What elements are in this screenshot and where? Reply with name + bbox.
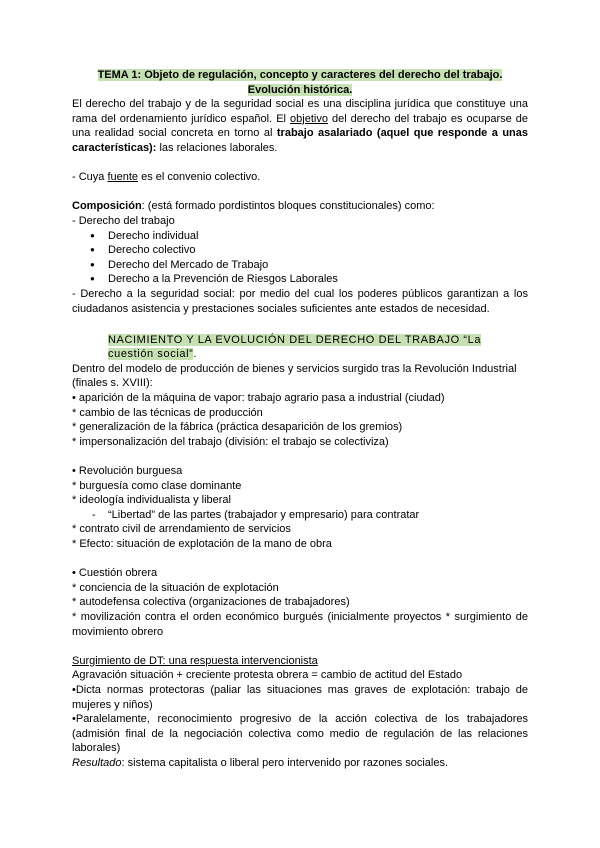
intro-text-b: del derecho del trabajo es ocuparse de una realidad social concreta en torno al <box>72 112 528 140</box>
list-item: ● Derecho del Mercado de Trabajo <box>108 258 528 273</box>
intro-bold-trabajo-asalariado: trabajo asalariado (aquel que responde a unas características): <box>72 127 528 154</box>
derecho-trabajo-line: - Derecho del trabajo <box>72 214 175 227</box>
list-item: • aparición de la máquina de vapor: trabajo agrario pasa a industrial (ciudad) <box>72 392 445 405</box>
title-line-1: TEMA 1: Objeto de regulación, concepto y caracteres del derecho del trabajo. <box>97 69 503 81</box>
document-title <box>72 68 528 97</box>
list-item: * generalización de la fábrica (práctica desaparición de los gremios) <box>72 421 403 434</box>
resultado-text: : sistema capitalista o liberal pero intervenido por razones sociales. <box>121 756 449 769</box>
list-item: * contrato civil de arrendamiento de servicios <box>72 523 291 536</box>
surgimiento-heading <box>72 654 528 669</box>
composicion-text: : (está formado pordistintos bloques constitucionales) como: <box>141 200 435 213</box>
resultado-line <box>72 756 528 771</box>
nacimiento-heading-end: . <box>193 348 197 361</box>
fuente-underlined: fuente <box>107 171 139 184</box>
resultado-label: Resultado <box>72 756 122 769</box>
libertad-text: “Libertad” de las partes (trabajador y empresario) para contratar <box>108 508 420 521</box>
nacimiento-heading <box>72 333 528 362</box>
list-item: * autodefensa colectiva (organizaciones de trabajadores) <box>72 596 350 609</box>
cuestion-heading: • Cuestión obrera <box>72 567 158 580</box>
intro-underlined-objetivo: objetivo <box>290 112 328 125</box>
intro-paragraph <box>72 97 528 155</box>
list-item: * cambio de las técnicas de producción <box>72 406 263 419</box>
surgimiento-line: •Dicta normas protectoras (paliar las situaciones mas graves de explotación: trabajo de mujeres y niños) <box>72 683 528 711</box>
fuente-text-a: - Cuya <box>72 171 108 184</box>
fuente-text-b: es el convenio colectivo. <box>138 171 261 184</box>
surgimiento-line: •Paralelamente, reconocimiento progresivo de la acción colectiva de los trabajadores (admisión final de la negociación colectiva como medio de regulación de las relaciones laborales) <box>72 713 528 755</box>
list-item: * movilización contra el orden económico burgués (inicialmente proyectos * surgimiento de movimiento obrero <box>72 610 528 638</box>
surgimiento-line: Agravación situación + creciente protesta obrera = cambio de actitud del Estado <box>72 669 463 682</box>
dash-mark: - <box>92 508 96 521</box>
nacimiento-heading-text: NACIMIENTO Y LA EVOLUCIÓN DEL DERECHO DEL TRABAJO “La cuestión social” <box>108 333 482 361</box>
list-item: ● Derecho a la Prevención de Riesgos Laborales <box>108 272 528 287</box>
composicion-line <box>72 199 528 214</box>
libertad-dash-item <box>72 508 528 523</box>
surgimiento-heading-text: Surgimiento de DT: una respuesta intervencionista <box>72 654 318 667</box>
intro-text-a: El derecho del trabajo y de la seguridad social es una disciplina jurídica que constituye una rama del ordenamiento jurídico español. El <box>72 98 528 125</box>
list-item: ● Derecho colectivo <box>108 243 528 258</box>
composicion-label: Composición <box>72 200 142 213</box>
list-item: * Efecto: situación de explotación de la mano de obra <box>72 538 332 550</box>
nacimiento-intro: Dentro del modelo de producción de bienes y servicios surgido tras la Revolución Industrial (finales s. XVIII): <box>72 362 517 390</box>
intro-text-c: las relaciones laborales. <box>156 141 278 154</box>
list-item: * burguesía como clase dominante <box>72 479 242 492</box>
list-item: * conciencia de la situación de explotación <box>72 581 279 594</box>
list-item: * ideología individualista y liberal <box>72 494 231 507</box>
title-line-2: Evolución histórica. <box>247 83 353 96</box>
fuente-line <box>72 170 528 185</box>
revolucion-heading: • Revolución burguesa <box>72 465 183 478</box>
list-item: ● Derecho individual <box>108 229 528 244</box>
seguridad-social-line: - Derecho a la seguridad social: por medio del cual los poderes públicos garantizan a los ciudadanos asistencia y prestaciones sociales suficientes ante estados de necesidad. <box>72 287 528 315</box>
list-item: * impersonalización del trabajo (división: el trabajo se colectiviza) <box>72 435 389 448</box>
composicion-list <box>72 229 528 287</box>
